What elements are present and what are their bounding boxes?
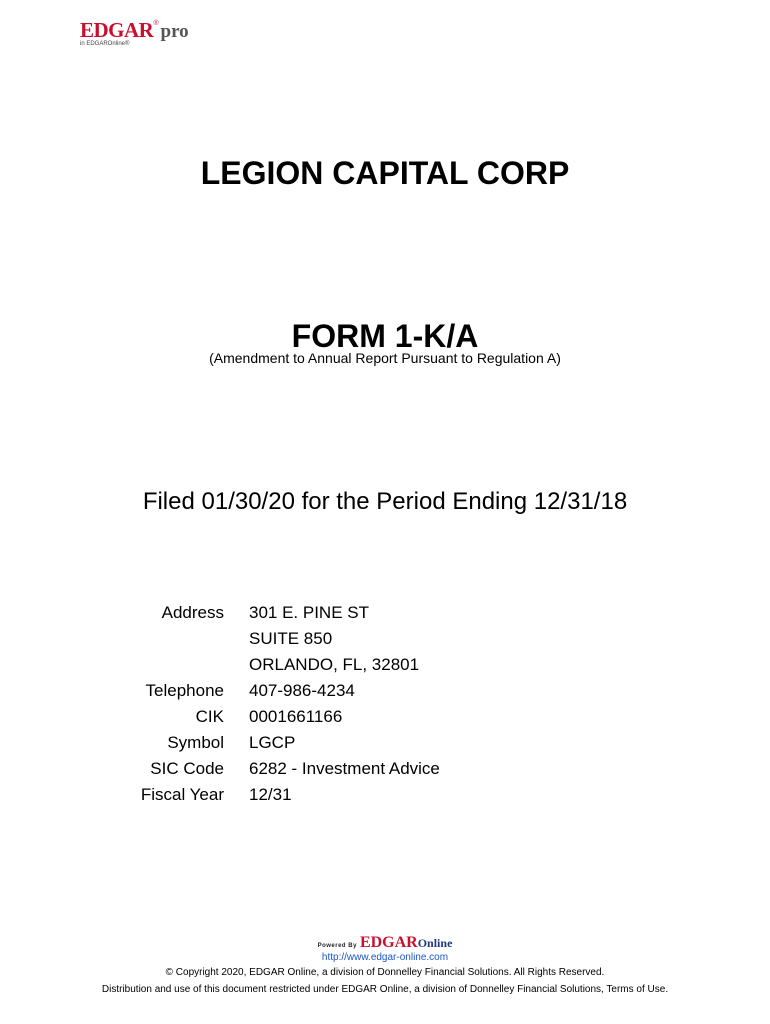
- cik-label: CIK: [195, 707, 224, 726]
- fiscal-year-label: Fiscal Year: [140, 785, 224, 804]
- info-row-address-2: [100, 626, 440, 652]
- filing-date-line: Filed 01/30/20 for the Period Ending 12/31/18: [142, 488, 628, 515]
- company-name: LEGION CAPITAL CORP: [200, 155, 570, 191]
- symbol-label: Symbol: [167, 733, 224, 752]
- powered-by-text: Powered By: [317, 943, 357, 949]
- logo-tagline: in EDGAROnline®: [80, 41, 130, 47]
- info-row-sic: [100, 756, 440, 782]
- address-line-2: SUITE 850: [249, 629, 333, 648]
- address-label: Address: [161, 603, 224, 622]
- info-row-cik: [100, 704, 440, 730]
- sic-value: 6282 - Investment Advice: [249, 759, 440, 778]
- info-row-telephone: [100, 678, 440, 704]
- telephone-value: 407-986-4234: [249, 681, 355, 700]
- sic-label: SIC Code: [150, 759, 224, 778]
- form-description: (Amendment to Annual Report Pursuant to Regulation A): [209, 350, 561, 366]
- powered-brand: EDGAR: [359, 934, 418, 951]
- edgar-pro-logo: [80, 18, 220, 52]
- form-type: FORM 1-K/A: [291, 318, 479, 354]
- address-line-3: ORLANDO, FL, 32801: [249, 655, 420, 674]
- fiscal-year-value: 12/31: [249, 785, 292, 804]
- info-row-address-3: [100, 652, 440, 678]
- logo-suffix: pro: [160, 21, 189, 42]
- copyright-notice: © Copyright 2020, EDGAR Online, a division of Donnelley Financial Solutions. All Rights Reserved.: [165, 967, 605, 978]
- info-row-symbol: [100, 730, 440, 756]
- powered-by-logo: [0, 934, 770, 952]
- logo-registered-mark: ®: [153, 20, 159, 27]
- logo-wordmark: [80, 18, 189, 43]
- logo-brand: EDGAR: [80, 18, 154, 42]
- distribution-notice: Distribution and use of this document restricted under EDGAR Online, a division of Donnelley Financial Solutions, Terms of Use.: [101, 984, 669, 995]
- info-row-address: [100, 600, 440, 626]
- powered-brand-suffix: Online: [417, 936, 453, 950]
- edgar-online-link[interactable]: http://www.edgar-online.com: [321, 952, 449, 963]
- symbol-value: LGCP: [249, 733, 296, 752]
- cik-value: 0001661166: [249, 707, 343, 726]
- address-line-1: 301 E. PINE ST: [249, 603, 369, 622]
- telephone-label: Telephone: [145, 681, 224, 700]
- company-info-table: [100, 600, 440, 808]
- info-row-fiscal-year: [100, 782, 440, 808]
